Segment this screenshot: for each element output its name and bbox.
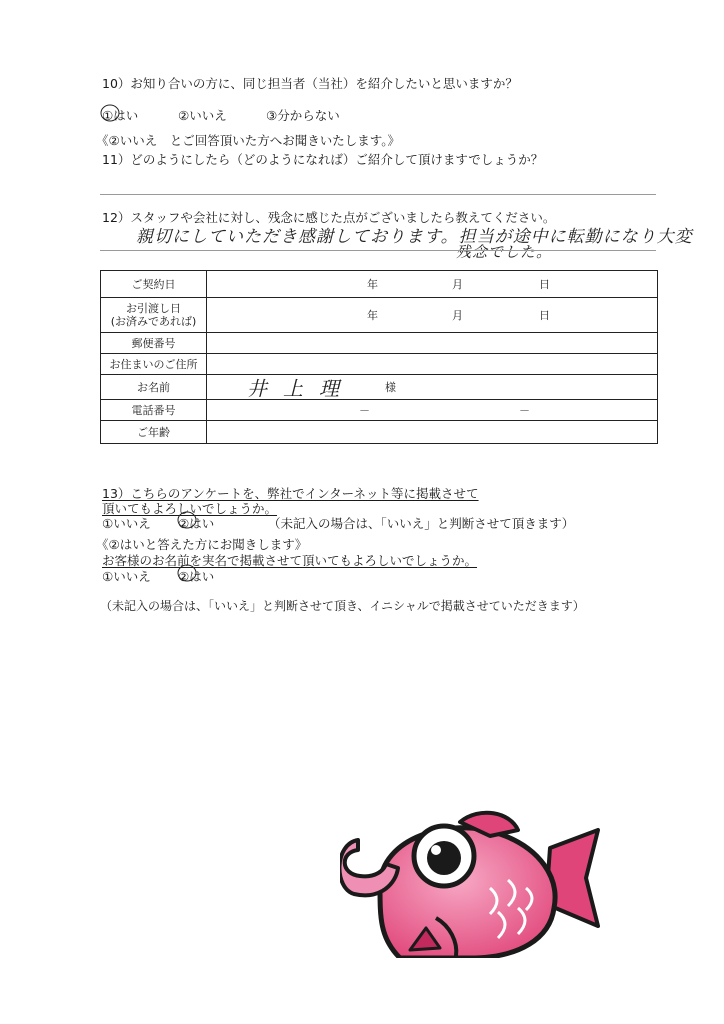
day-unit: 日 (539, 309, 550, 322)
q12-answer-line (100, 250, 656, 251)
contract-date-field[interactable] (207, 271, 658, 298)
q10-option-no[interactable]: ②いいえ (178, 108, 227, 123)
month-unit: 月 (452, 278, 463, 291)
form-row-handover-date (101, 298, 658, 333)
phone-dash-2: － (519, 404, 530, 417)
contract-date-label: ご契約日 (101, 271, 207, 298)
phone-field[interactable] (207, 400, 658, 421)
q13-followup-option-no[interactable]: ①いいえ (102, 569, 151, 584)
q10-question: 10）お知り合いの方に、同じ担当者（当社）を紹介したいと思いますか？ (102, 76, 518, 91)
q13-followup-question: お客様のお名前を実名で掲載させて頂いてもよろしいでしょうか。 (102, 553, 478, 568)
year-unit: 年 (367, 278, 378, 291)
sea-bream-mascot-icon (340, 808, 600, 958)
q13-option-yes[interactable]: ②はい (178, 516, 215, 531)
month-unit: 月 (452, 309, 463, 322)
form-row-age (101, 421, 658, 444)
age-field[interactable] (207, 421, 658, 444)
name-field[interactable] (207, 375, 658, 400)
form-row-phone (101, 400, 658, 421)
q13-question-line1: 13）こちらのアンケートを、弊社でインターネット等に掲載させて (102, 486, 479, 501)
q11-answer-line (100, 194, 656, 195)
name-value: 井上理 (247, 376, 355, 401)
q10-option-yes[interactable] (102, 106, 138, 124)
q12-answer-line1: 親切にしていただき感謝しております。担当が途中に転勤になり大変 (136, 227, 693, 247)
form-row-postal (101, 333, 658, 354)
name-label: お名前 (101, 375, 207, 400)
honorific: 様 (385, 381, 396, 394)
handover-date-field[interactable] (207, 298, 658, 333)
q12-question: 12）スタッフや会社に対し、残念に感じた点がございましたら教えてください。 (102, 210, 556, 225)
contact-form-table (100, 270, 658, 444)
address-field[interactable] (207, 354, 658, 375)
q13-option-no[interactable]: ①いいえ (102, 516, 151, 531)
handover-label-sub: (お済みであれば) (110, 315, 197, 328)
postal-label: 郵便番号 (101, 333, 207, 354)
handover-label (101, 298, 207, 333)
phone-label: 電話番号 (101, 400, 207, 421)
q13-default-note: （未記入の場合は、「いいえ」と判断させて頂きます） (268, 516, 575, 531)
age-label: ご年齢 (101, 421, 207, 444)
q10-option-yes-label: ①はい (102, 108, 139, 123)
q13-followup-option-yes[interactable]: ②はい (178, 569, 215, 584)
postal-field[interactable] (207, 333, 658, 354)
address-label: お住まいのご住所 (101, 354, 207, 375)
q10-option-unsure[interactable]: ③分からない (266, 108, 340, 123)
q12-answer-line2: 残念でした。 (456, 243, 553, 261)
phone-dash-1: － (359, 404, 370, 417)
q13-question-line2: 頂いてもよろしいでしょうか。 (102, 501, 278, 516)
year-unit: 年 (367, 309, 378, 322)
handover-label-main: お引渡し日 (126, 302, 181, 315)
day-unit: 日 (539, 278, 550, 291)
q13-followup-default-note: （未記入の場合は、「いいえ」と判断させて頂き、イニシャルで掲載させていただきます） (100, 599, 585, 613)
form-row-name (101, 375, 658, 400)
q11-note: 《②いいえ とご回答頂いた方へお聞きいたします。》 (96, 133, 400, 148)
q13-followup-note: 《②はいと答えた方にお聞きします》 (96, 537, 308, 552)
form-row-contract-date (101, 271, 658, 298)
q11-question: 11）どのようにしたら（どのようになれば）ご紹介して頂けますでしょうか？ (102, 152, 544, 167)
form-row-address (101, 354, 658, 375)
